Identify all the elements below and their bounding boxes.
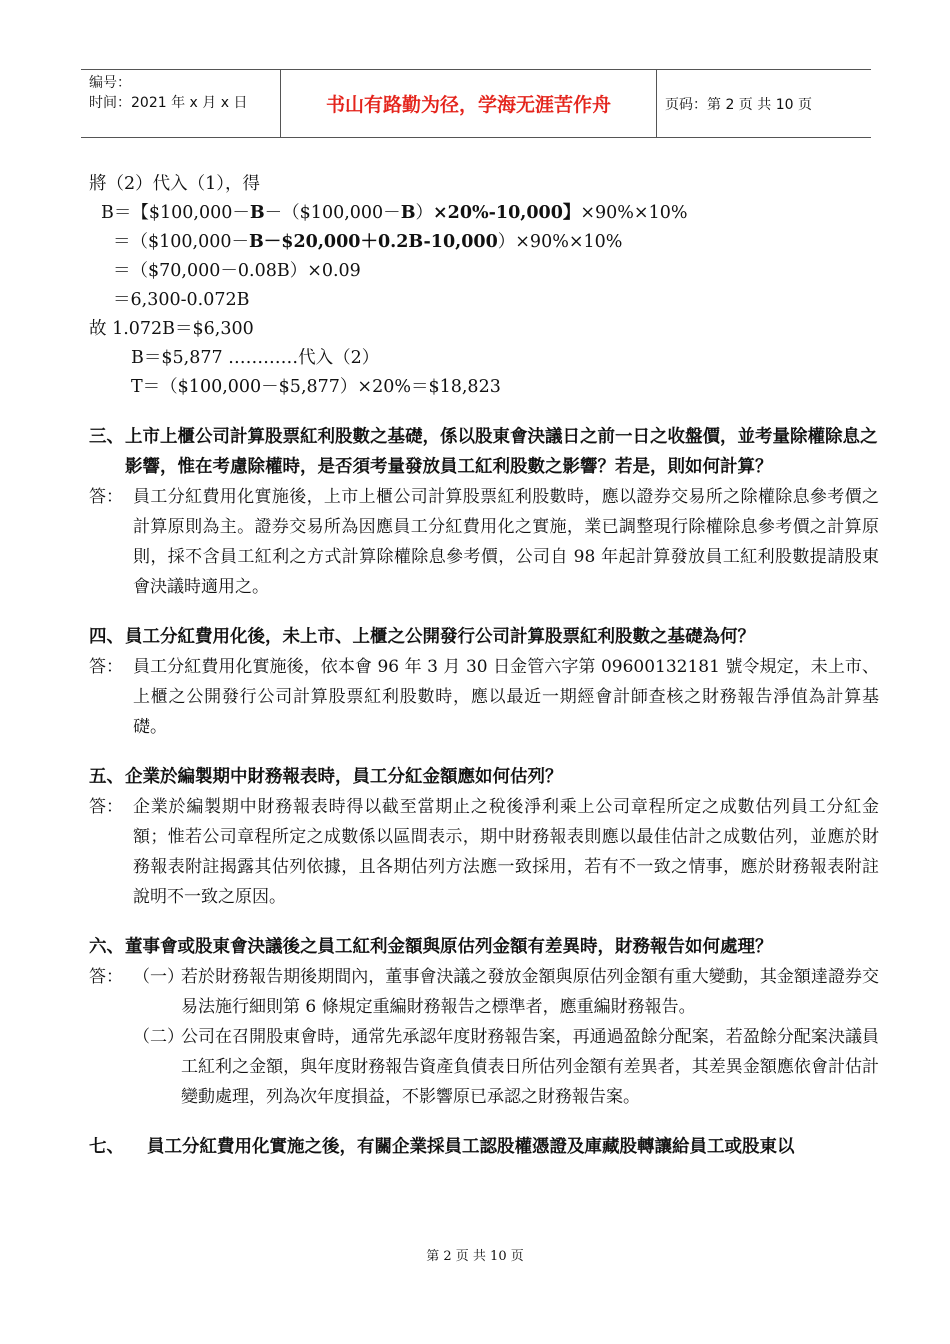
section-4-question: [89, 622, 879, 652]
page-header: [81, 69, 871, 138]
answer-text: 企業於編製期中財務報表時得以截至當期止之稅後淨利乘上公司章程所定之成數估列員工分紅金額；惟若公司章程所定之成數係以區間表示，期中財務報表則應以最佳估計之成數估列，並應於財務報表附註揭露其估列依據，且各期估列方法應一致採用，若有不一致之情事，應於財務報表附註說明不一致之原因。: [133, 797, 879, 907]
section-3-answer: [89, 482, 879, 602]
question-text: 員工分紅費用化後，未上市、上櫃之公開發行公司計算股票紅利股數之基礎為何？: [125, 627, 755, 647]
calc-line-6: B＝$5,877 …………代入（2）: [131, 348, 380, 368]
answer-text: 員工分紅費用化實施後，依本會 96 年 3 月 30 日金管六字第 09600132181 號令規定，未上市、上櫃之公開發行公司計算股票紅利股數時，應以最近一期經會計師查核之財務報告淨值為計算基礎。: [133, 657, 879, 737]
section-3-question: [89, 422, 879, 482]
calc-line-7: T＝（$100,000－$5,877）×20%＝$18,823: [131, 377, 501, 397]
calc-text: ＝（$100,000－: [113, 232, 250, 252]
subitem-text: 若於財務報告期後期間內，董事會決議之發放金額與原估列金額有重大變動，其金額達證券交易法施行細則第 6 條規定重編財務報告之標準者，應重編財務報告。: [181, 967, 879, 1017]
section-number: 五、: [89, 767, 124, 787]
subitem-number: （二）: [133, 1027, 184, 1047]
section-5-answer: [89, 792, 879, 912]
calc-line-4: ＝6,300-0.072B: [113, 290, 250, 310]
calc-line-2: [89, 228, 879, 257]
calc-text: ）: [415, 203, 433, 223]
calc-text: B＝【$100,000－: [101, 203, 250, 223]
answer-label: 答：: [89, 797, 123, 817]
answer-text: 員工分紅費用化實施後，上市上櫃公司計算股票紅利股數時，應以證券交易所之除權除息參考價之計算原則為主。證券交易所為因應員工分紅費用化之實施，業已調整現行除權除息參考價之計算原則，採不含員工紅利之方式計算除權除息參考價，公司自 98 年起計算發放員工紅利股數提請股東會決議時適用之。: [133, 487, 879, 597]
section-6-question: [89, 932, 879, 962]
question-text: 企業於編製期中財務報表時，員工分紅金額應如何估列？: [125, 767, 563, 787]
calc-bold: B－$20,000＋0.2B-10,000: [249, 232, 498, 252]
document-body: [89, 170, 879, 1162]
answer-label: 答：: [89, 967, 123, 987]
question-text: 董事會或股東會決議後之員工紅利金額與原估列金額有差異時，財務報告如何處理？: [125, 937, 773, 957]
header-meta: [81, 70, 281, 137]
section-5-question: [89, 762, 879, 792]
section-number: 四、: [89, 627, 124, 647]
calc-intro: 將（2）代入（1），得: [89, 174, 261, 194]
section-number: 六、: [89, 937, 124, 957]
question-text: 員工分紅費用化實施之後，有關企業採員工認股權憑證及庫藏股轉讓給員工或股東以: [147, 1137, 795, 1157]
section-6-answer: [89, 962, 879, 1112]
section-4-answer: [89, 652, 879, 742]
answer-label: 答：: [89, 487, 123, 507]
calc-bold: B: [400, 203, 416, 223]
section-number: 三、: [89, 427, 124, 447]
calc-line-5: 故 1.072B＝$6,300: [89, 319, 254, 339]
header-page-info: 页码：第 2 页 共 10 页: [665, 96, 812, 113]
calc-bold: ×20%-10,000】: [432, 203, 581, 223]
subitem-text: 公司在召開股東會時，通常先承認年度財務報告案，再通過盈餘分配案，若盈餘分配案決議員工紅利之金額，與年度財務報告資產負債表日所估列金額有差異者，其差異金額應依會計估計變動處理，列為次年度損益，不影響原已承認之財務報告案。: [181, 1027, 879, 1107]
section-number: 七、: [89, 1137, 124, 1157]
calc-bold: B: [249, 203, 265, 223]
page-footer: 第 2 页 共 10 页: [426, 1249, 524, 1264]
calc-text: ）×90%×10%: [497, 232, 623, 252]
question-text: 上市上櫃公司計算股票紅利股數之基礎，係以股東會決議日之前一日之收盤價，並考量除權除息之影響，惟在考慮除權時，是否須考量發放員工紅利股數之影響？若是，則如何計算？: [125, 427, 878, 477]
subitem-number: （一）: [133, 967, 184, 987]
answer-subitems: [133, 962, 879, 1112]
header-motto: 书山有路勤为径，学海无涯苦作舟: [281, 70, 657, 137]
header-number: 编号：: [89, 75, 131, 91]
section-7-question: [89, 1132, 879, 1162]
calc-line-1: [89, 199, 879, 228]
header-time: 时间：2021 年 x 月 x 日: [89, 95, 248, 111]
calc-text: －（$100,000－: [264, 203, 401, 223]
answer-label: 答：: [89, 657, 123, 677]
answer-subitem-1: [133, 962, 879, 1022]
calc-line-3: ＝（$70,000－0.08B）×0.09: [113, 261, 361, 281]
calc-text: ×90%×10%: [580, 203, 688, 223]
answer-subitem-2: [133, 1022, 879, 1112]
